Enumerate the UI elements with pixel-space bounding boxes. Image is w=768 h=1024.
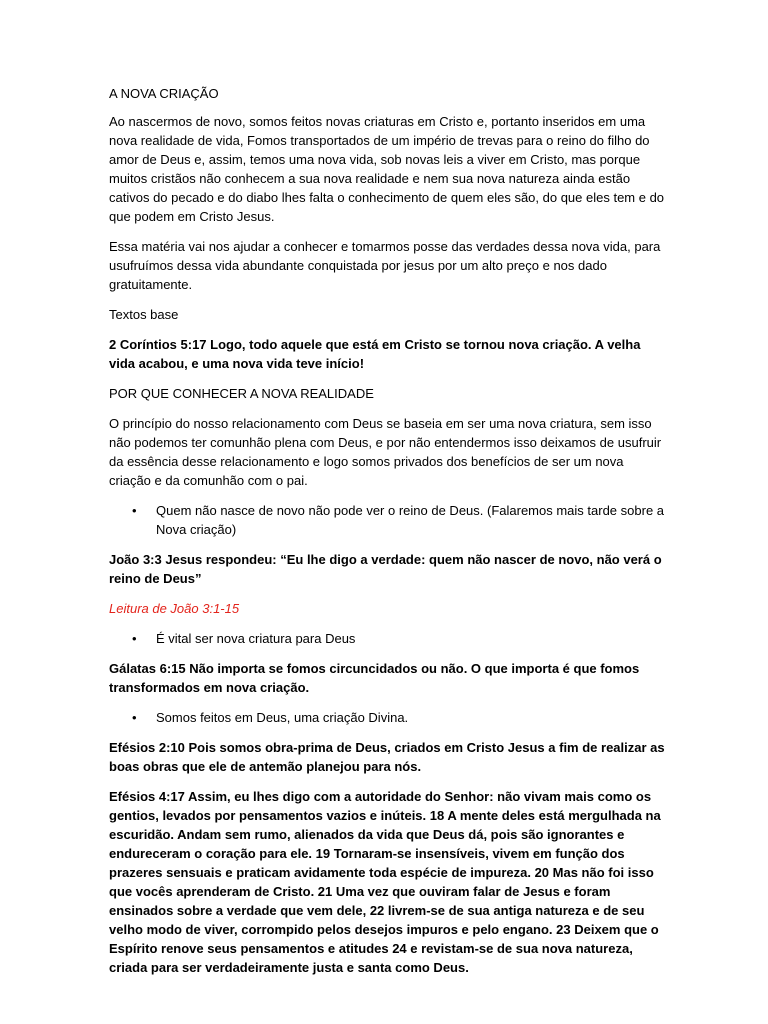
principle-paragraph: O princípio do nosso relacionamento com Deus se baseia em ser uma nova criatura, sem isso não podemos ter comunhão plena com Deus, e por não entendermos isso deixamos de usufruir da essência desse relacionamento e logo somos privados dos benefícios de ser um nova criação e da comunhão com o pai. [109,416,662,488]
bullet-text: É vital ser nova criatura para Deus [156,631,356,646]
bullet-text: Quem não nasce de novo não pode ver o reino de Deus. (Falaremos mais tarde sobre a Nova criação) [156,503,665,537]
verse-ephesians-4: Efésios 4:17 Assim, eu lhes digo com a autoridade do Senhor: não vivam mais como os gentios, levados por pensamentos vazios e inúteis. 18 A mente deles está mergulhada na escuridão. Andam sem rumo, alienados da vida que Deus dá, pois são ignorantes e endureceram o coração para ele. 19 Tornaram-se insensíveis, vivem em função dos prazeres sensuais e praticam avidamente toda espécie de impureza. 20 Mas não foi isso que vocês aprenderam de Cristo. 21 Uma vez que ouviram falar de Jesus e foram ensinados sobre a verdade que vem dele, 22 livrem-se de sua antiga natureza e de seu velho modo de viver, corrompido pelos desejos impuros e pelo engano. 23 Deixem que o Espírito renove seus pensamentos e atitudes 24 e revistam-se de sua nova natureza, criada para ser verdadeiramente justa e santa como Deus. [109,789,661,975]
verse-ephesians-2: Efésios 2:10 Pois somos obra-prima de Deus, criados em Cristo Jesus a fim de realizar as boas obras que ele de antemão planejou para nós. [109,740,665,774]
list-item [109,501,668,539]
base-texts-label: Textos base [109,307,179,322]
bullet-text: Somos feitos em Deus, uma criação Divina. [156,710,409,725]
intro-paragraph: Ao nascermos de novo, somos feitos novas criaturas em Cristo e, portanto inseridos em uma nova realidade de vida, Fomos transportados de um império de trevas para o reino do filho do amor de Deus e, assim, temos uma nova vida, sob novas leis a viver em Cristo, mas porque muitos cristãos não conhecem a sua nova realidade e nem sua nova natureza ainda estão cativos do pecado e do diabo lhes falta o conhecimento de quem eles são, do que eles tem e do que podem em Cristo Jesus. [109,114,665,224]
bullet-icon: • [132,710,137,725]
purpose-paragraph: Essa matéria vai nos ajudar a conhecer e tomarmos posse das verdades dessa nova vida, para usufruímos dessa vida abundante conquistada por jesus por um alto preço e nos dado gratuitamente. [109,239,661,292]
bullet-list-2 [109,629,668,648]
bullet-list-3 [109,708,668,727]
list-item [109,629,668,648]
bullet-list-1 [109,501,668,539]
section-heading: POR QUE CONHECER A NOVA REALIDADE [109,386,374,401]
verse-galatians: Gálatas 6:15 Não importa se fomos circuncidados ou não. O que importa é que fomos transformados em nova criação. [109,661,640,695]
verse-john: João 3:3 Jesus respondeu: “Eu lhe digo a verdade: quem não nascer de novo, não verá o reino de Deus” [109,552,662,586]
reading-note: Leitura de João 3:1-15 [109,601,240,616]
list-item [109,708,668,727]
document-title: A NOVA CRIAÇÃO [109,86,219,101]
verse-corinthians: 2 Coríntios 5:17 Logo, todo aquele que está em Cristo se tornou nova criação. A velha vida acabou, e uma nova vida teve início! [109,337,641,371]
bullet-icon: • [132,631,137,646]
bullet-icon: • [132,503,137,518]
